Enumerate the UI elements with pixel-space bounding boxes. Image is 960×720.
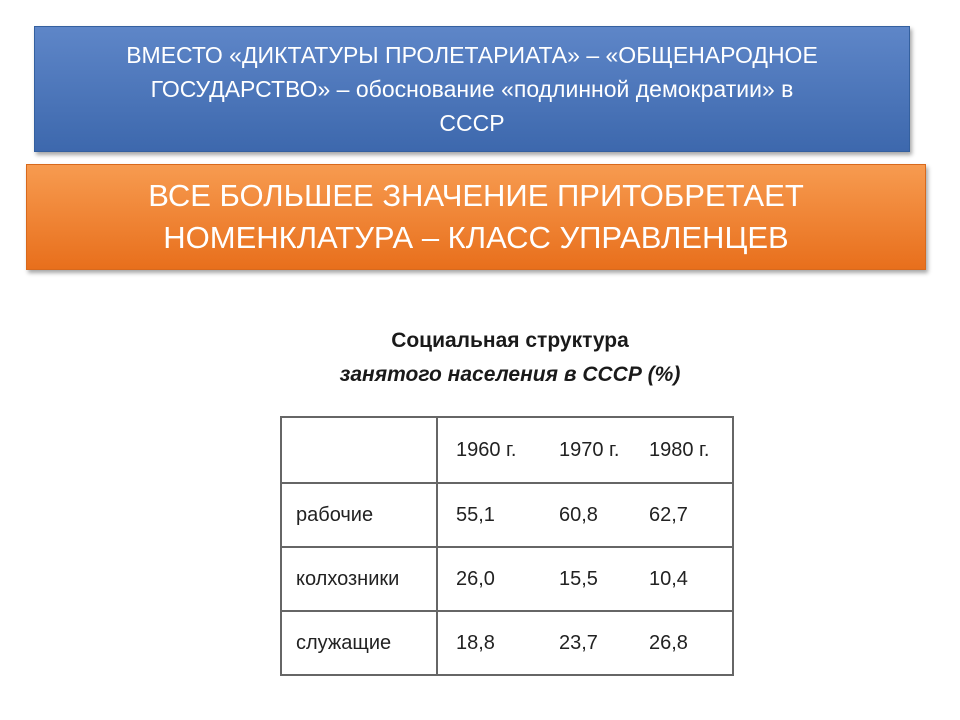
header-cell-1970: 1970 г. <box>555 417 641 483</box>
table-row <box>281 611 733 675</box>
orange-banner <box>26 164 926 270</box>
row-label: рабочие <box>281 483 437 547</box>
social-structure-table <box>280 416 734 676</box>
value-cell: 55,1 <box>437 483 555 547</box>
value-cell: 26,0 <box>437 547 555 611</box>
table-header-row <box>281 417 733 483</box>
header-cell-1980: 1980 г. <box>641 417 733 483</box>
table-title-line-1: Социальная структура <box>391 329 629 352</box>
header-empty-cell <box>281 417 437 483</box>
table-title <box>280 324 740 392</box>
top-banner-text <box>62 38 882 140</box>
top-banner-line-1: ВМЕСТО «ДИКТАТУРЫ ПРОЛЕТАРИАТА» – «ОБЩЕНАРОДНОЕ <box>126 42 818 68</box>
value-cell: 15,5 <box>555 547 641 611</box>
value-cell: 62,7 <box>641 483 733 547</box>
value-cell: 60,8 <box>555 483 641 547</box>
value-cell: 26,8 <box>641 611 733 675</box>
value-cell: 23,7 <box>555 611 641 675</box>
header-cell-1960: 1960 г. <box>437 417 555 483</box>
top-banner-line-3: СССР <box>439 110 505 136</box>
top-banner <box>34 26 910 152</box>
table-row <box>281 547 733 611</box>
orange-banner-text <box>96 175 856 259</box>
table-title-line-2: занятого населения в СССР (%) <box>339 363 681 386</box>
value-cell: 10,4 <box>641 547 733 611</box>
top-banner-line-2: ГОСУДАРСТВО» – обоснование «подлинной демократии» в <box>150 76 794 102</box>
orange-banner-line-1: ВСЕ БОЛЬШЕЕ ЗНАЧЕНИЕ ПРИТОБРЕТАЕТ <box>148 178 804 213</box>
orange-banner-line-2: НОМЕНКЛАТУРА – КЛАСС УПРАВЛЕНЦЕВ <box>163 220 789 255</box>
row-label: служащие <box>281 611 437 675</box>
table-row <box>281 483 733 547</box>
row-label: колхозники <box>281 547 437 611</box>
value-cell: 18,8 <box>437 611 555 675</box>
